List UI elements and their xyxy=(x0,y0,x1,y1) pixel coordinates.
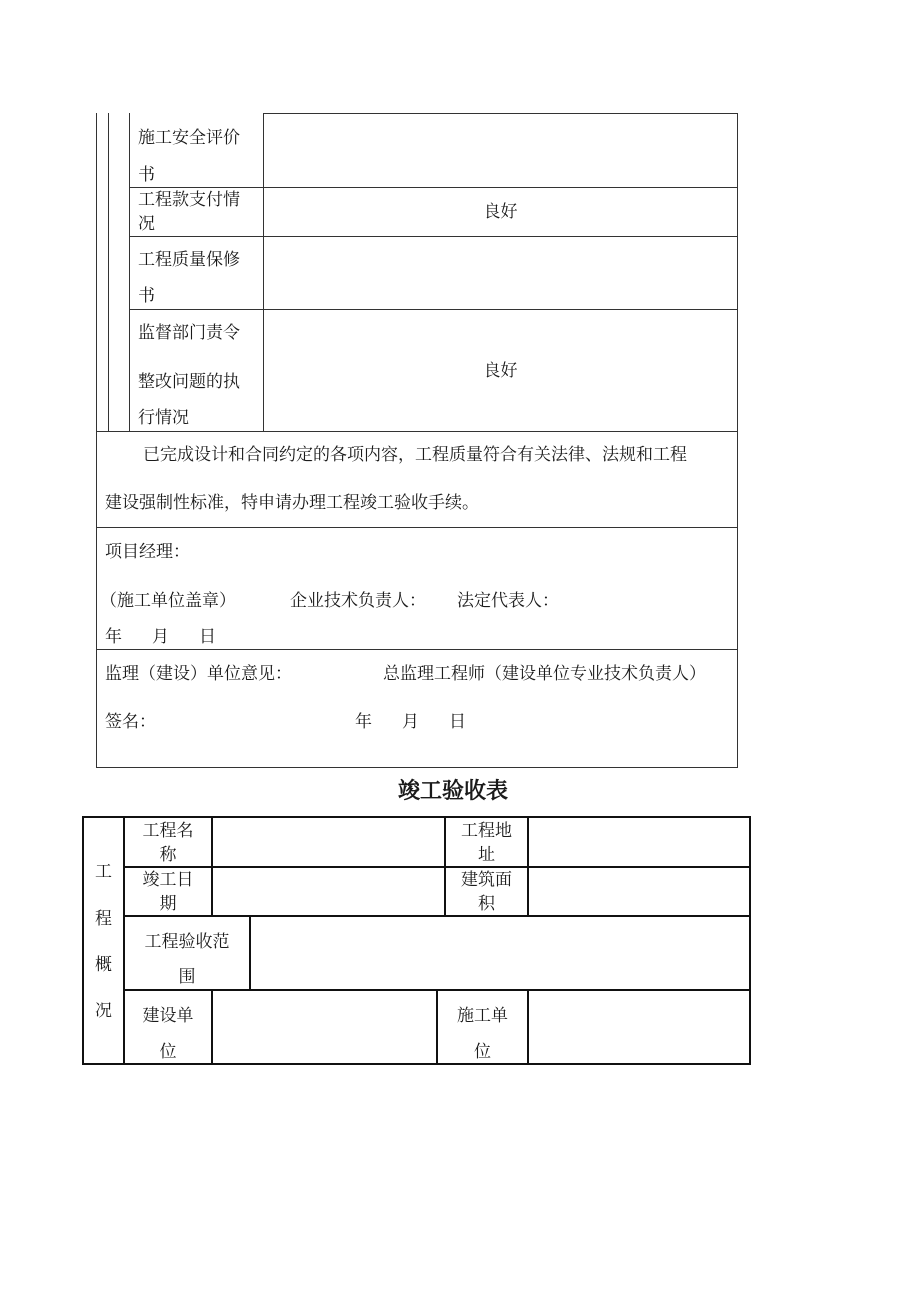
side-label-char-1: 工 xyxy=(95,862,112,882)
tech-leader-label: 企业技术负责人： xyxy=(290,591,426,611)
scope-label-2: 围 xyxy=(178,967,196,987)
date-month-2: 月 xyxy=(402,712,419,732)
side-label-char-2: 程 xyxy=(95,909,112,929)
building-area-label-1: 建筑面 xyxy=(461,870,512,890)
builder-label-1: 建设单 xyxy=(142,1006,194,1026)
project-name-label-2: 称 xyxy=(159,845,177,865)
row-rectification-label-1: 监督部门责令 xyxy=(138,323,240,343)
statement-line-1: 已完成设计和合同约定的各项内容，工程质量符合有关法律、法规和工程 xyxy=(143,445,687,465)
builder-label-2: 位 xyxy=(159,1042,177,1062)
project-manager-label: 项目经理： xyxy=(105,542,190,562)
scope-label-1: 工程验收范 xyxy=(144,932,230,952)
legal-rep-label: 法定代表人： xyxy=(457,591,559,611)
contractor-seal-label: （施工单位盖章） xyxy=(100,591,236,611)
row-warranty-label-2: 书 xyxy=(138,286,155,306)
project-name-label-1: 工程名 xyxy=(142,821,194,841)
row-warranty-label-1: 工程质量保修 xyxy=(138,250,240,270)
row-safety-label-2: 书 xyxy=(138,165,155,185)
signature-label: 签名： xyxy=(105,712,156,732)
date-month-1: 月 xyxy=(152,627,169,647)
chief-supervisor-label: 总监理工程师（建设单位专业技术负责人） xyxy=(383,664,706,684)
row-rectification-value: 良好 xyxy=(483,361,518,381)
row-payment-label-2: 况 xyxy=(138,214,155,234)
row-rectification-label-2: 整改问题的执 xyxy=(138,372,240,392)
side-label-char-3: 概 xyxy=(95,955,112,975)
contractor-label-1: 施工单 xyxy=(457,1006,508,1026)
row-payment-value: 良好 xyxy=(483,202,518,222)
completion-date-label-1: 竣工日 xyxy=(142,870,194,890)
date-day-1: 日 xyxy=(199,627,216,647)
building-area-label-2: 积 xyxy=(478,894,495,914)
date-day-2: 日 xyxy=(449,712,466,732)
project-address-label-1: 工程地 xyxy=(461,821,512,841)
row-safety-label-1: 施工安全评价 xyxy=(138,128,240,148)
supervision-opinion-label: 监理（建设）单位意见： xyxy=(105,664,292,684)
date-year-1: 年 xyxy=(105,627,122,647)
side-label-char-4: 况 xyxy=(95,1001,112,1021)
date-year-2: 年 xyxy=(355,712,372,732)
statement-line-2: 建设强制性标准，特申请办理工程竣工验收手续。 xyxy=(105,493,479,513)
acceptance-table-title: 竣工验收表 xyxy=(398,779,509,804)
project-address-label-2: 址 xyxy=(478,845,495,865)
completion-date-label-2: 期 xyxy=(159,894,177,914)
row-payment-label-1: 工程款支付情 xyxy=(138,190,240,210)
contractor-label-2: 位 xyxy=(474,1042,491,1062)
row-rectification-label-3: 行情况 xyxy=(138,408,189,428)
